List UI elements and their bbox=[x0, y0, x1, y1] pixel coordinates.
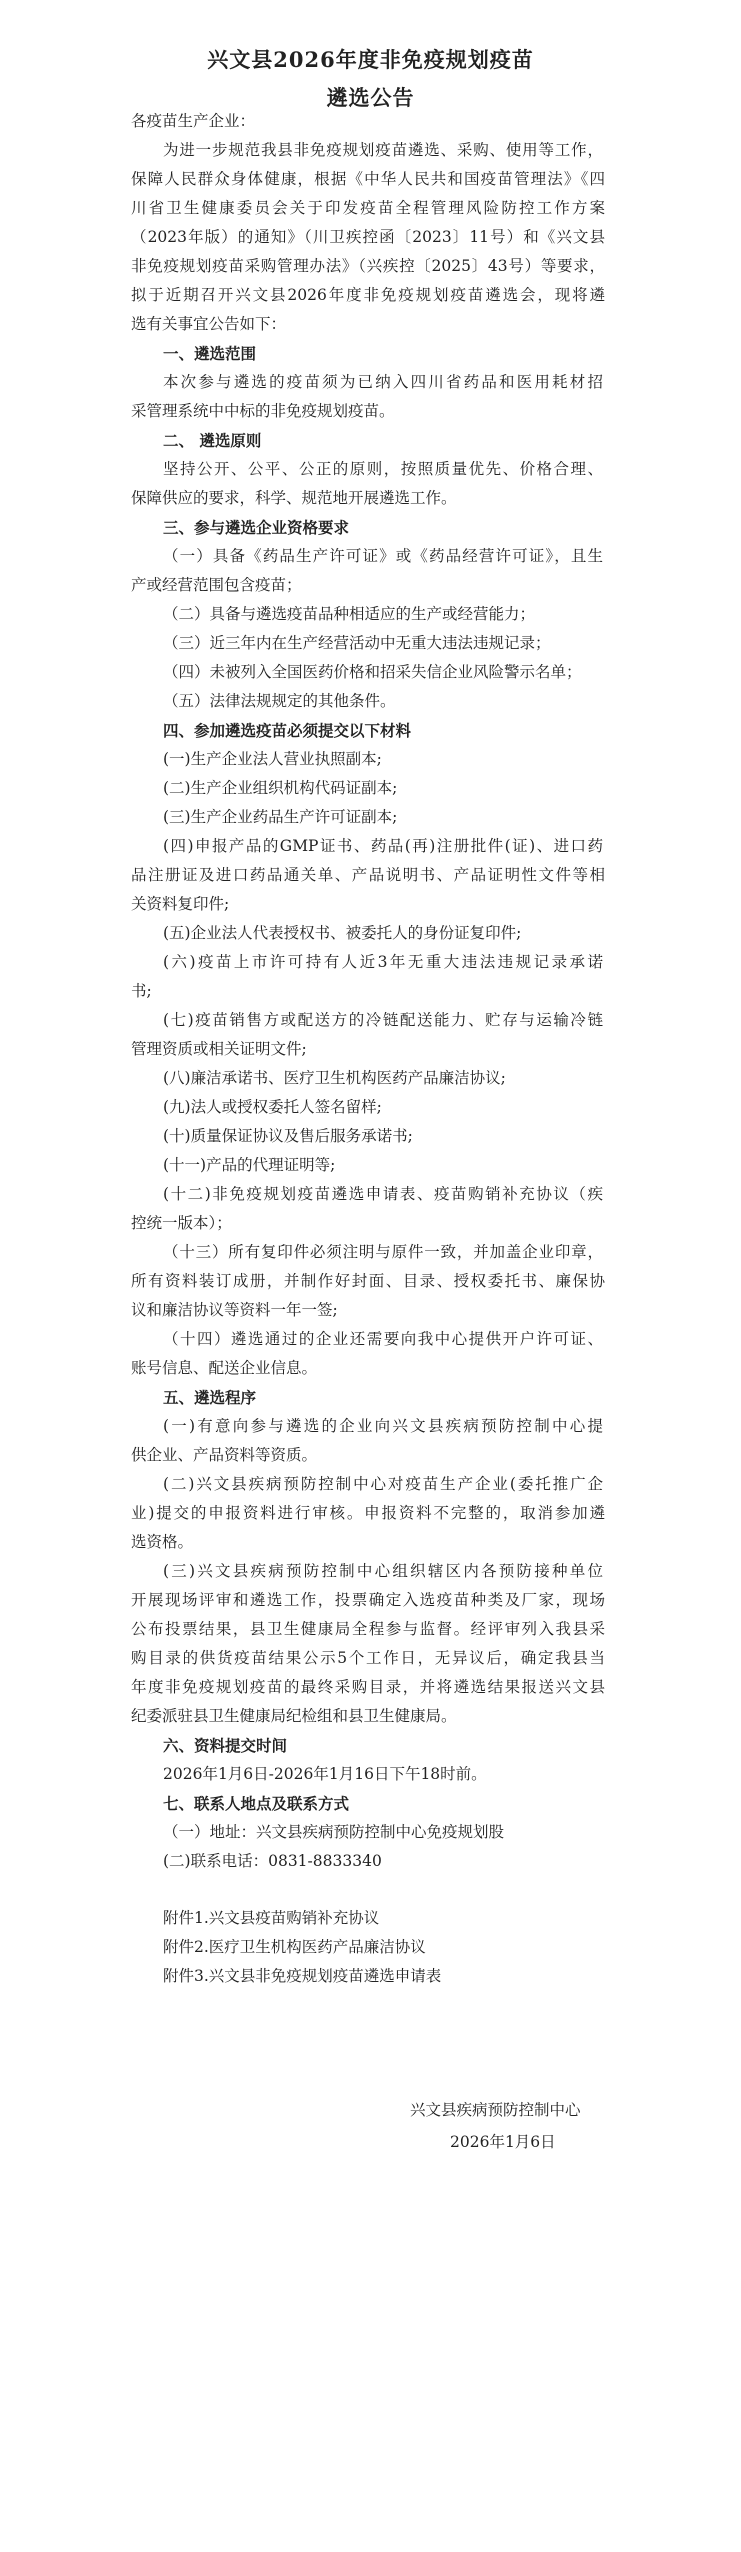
section-heading: 二、 遴选原则 bbox=[163, 431, 262, 450]
paragraph-line: （十四）遴选通过的企业还需要向我中心提供开户许可证、 bbox=[163, 1330, 603, 1348]
paragraph-line: （十三）所有复印件必须注明与原件一致，并加盖企业印章， bbox=[163, 1243, 603, 1261]
attachment-item: 附件1.兴文县疫苗购销补充协议 bbox=[163, 1909, 380, 1927]
paragraph-line: (八)廉洁承诺书、医疗卫生机构医药产品廉洁协议; bbox=[163, 1069, 506, 1087]
section-heading: 四、参加遴选疫苗必须提交以下材料 bbox=[163, 721, 412, 740]
notice-subtitle: 遴选公告 bbox=[326, 85, 415, 110]
paragraph-line: 供企业、产品资料等资质。 bbox=[131, 1446, 318, 1464]
section-heading: 七、联系人地点及联系方式 bbox=[163, 1794, 350, 1813]
paragraph-line: 管理资质或相关证明文件; bbox=[131, 1040, 307, 1058]
paragraph-line: 为进一步规范我县非免疫规划疫苗遴选、采购、使用等工作， bbox=[163, 141, 603, 159]
contact-address: （一）地址：兴文县疾病预防控制中心免疫规划股 bbox=[163, 1823, 505, 1841]
paragraph-line: （五）法律法规规定的其他条件。 bbox=[163, 692, 396, 710]
paragraph-line: 公布投票结果，县卫生健康局全程参与监督。经评审列入我县采 bbox=[131, 1620, 605, 1638]
salutation: 各疫苗生产企业： bbox=[131, 112, 256, 130]
section-heading: 六、资料提交时间 bbox=[163, 1736, 288, 1755]
paragraph-line: 购目录的供货疫苗结果公示5个工作日，无异议后，确定我县当 bbox=[131, 1649, 605, 1667]
attachment-item: 附件3.兴文县非免疫规划疫苗遴选申请表 bbox=[163, 1967, 442, 1985]
paragraph-line: 产或经营范围包含疫苗； bbox=[131, 576, 302, 594]
paragraph-line: 保障人民群众身体健康，根据《中华人民共和国疫苗管理法》《四 bbox=[131, 170, 605, 188]
paragraph-line: (十二)非免疫规划疫苗遴选申请表、疫苗购销补充协议（疾 bbox=[163, 1185, 603, 1203]
paragraph-line: (二)生产企业组织机构代码证副本; bbox=[163, 779, 398, 797]
contact-phone: (二)联系电话：0831-8833340 bbox=[163, 1852, 382, 1870]
paragraph-line: (一)有意向参与遴选的企业向兴文县疾病预防控制中心提 bbox=[163, 1417, 603, 1435]
paragraph-line: 坚持公开、公平、公正的原则，按照质量优先、价格合理、 bbox=[163, 460, 603, 478]
paragraph-line: 品注册证及进口药品通关单、产品说明书、产品证明性文件等相 bbox=[131, 866, 605, 884]
paragraph-line: 2026年1月6日-2026年1月16日下午18时前。 bbox=[163, 1765, 487, 1783]
paragraph-line: (十)质量保证协议及售后服务承诺书; bbox=[163, 1127, 413, 1145]
paragraph-line: （二）具备与遴选疫苗品种相适应的生产或经营能力； bbox=[163, 605, 536, 623]
paragraph-line: 业)提交的申报资料进行审核。申报资料不完整的，取消参加遴 bbox=[131, 1504, 605, 1522]
paragraph-line: 关资料复印件; bbox=[131, 895, 230, 913]
paragraph-line: (六)疫苗上市许可持有人近3年无重大违法违规记录承诺 bbox=[163, 953, 603, 971]
paragraph-line: 年度非免疫规划疫苗的最终采购目录，并将遴选结果报送兴文县 bbox=[131, 1678, 605, 1696]
paragraph-line: （一）具备《药品生产许可证》或《药品经营许可证》，且生 bbox=[163, 547, 603, 565]
paragraph-line: 开展现场评审和遴选工作，投票确定入选疫苗种类及厂家，现场 bbox=[131, 1591, 605, 1609]
paragraph-line: (三)生产企业药品生产许可证副本; bbox=[163, 808, 398, 826]
paragraph-line: 账号信息、配送企业信息。 bbox=[131, 1359, 318, 1377]
paragraph-line: 书; bbox=[131, 982, 152, 1000]
paragraph-line: 本次参与遴选的疫苗须为已纳入四川省药品和医用耗材招 bbox=[163, 373, 603, 391]
paragraph-line: （三）近三年内在生产经营活动中无重大违法违规记录； bbox=[163, 634, 551, 652]
signature-date: 2026年1月6日 bbox=[450, 2133, 556, 2151]
paragraph-line: 纪委派驻县卫生健康局纪检组和县卫生健康局。 bbox=[131, 1707, 457, 1725]
paragraph-line: （2023年版）的通知》（川卫疾控函〔2023〕11号）和《兴文县 bbox=[131, 228, 605, 246]
paragraph-line: 议和廉洁协议等资料一年一签; bbox=[131, 1301, 338, 1319]
paragraph-line: 保障供应的要求，科学、规范地开展遴选工作。 bbox=[131, 489, 457, 507]
paragraph-line: 川省卫生健康委员会关于印发疫苗全程管理风险防控工作方案 bbox=[131, 199, 605, 217]
paragraph-line: 非免疫规划疫苗采购管理办法》（兴疾控〔2025〕43号）等要求， bbox=[131, 257, 605, 275]
attachment-item: 附件2.医疗卫生机构医药产品廉洁协议 bbox=[163, 1938, 426, 1956]
paragraph-line: 拟于近期召开兴文县2026年度非免疫规划疫苗遴选会，现将遴 bbox=[131, 286, 605, 304]
paragraph-line: 采管理系统中中标的非免疫规划疫苗。 bbox=[131, 402, 395, 420]
paragraph-line: (五)企业法人代表授权书、被委托人的身份证复印件; bbox=[163, 924, 522, 942]
paragraph-line: (十一)产品的代理证明等; bbox=[163, 1156, 336, 1174]
paragraph-line: (七)疫苗销售方或配送方的冷链配送能力、贮存与运输冷链 bbox=[163, 1011, 603, 1029]
section-heading: 一、遴选范围 bbox=[163, 344, 257, 363]
section-heading: 三、参与遴选企业资格要求 bbox=[163, 518, 350, 537]
paragraph-line: （四）未被列入全国医药价格和招采失信企业风险警示名单； bbox=[163, 663, 582, 681]
paragraph-line: (二)兴文县疾病预防控制中心对疫苗生产企业(委托推广企 bbox=[163, 1475, 603, 1493]
paragraph-line: (九)法人或授权委托人签名留样; bbox=[163, 1098, 382, 1116]
paragraph-line: (三)兴文县疾病预防控制中心组织辖区内各预防接种单位 bbox=[163, 1562, 603, 1580]
paragraph-line: (一)生产企业法人营业执照副本; bbox=[163, 750, 382, 768]
notice-title: 兴文县2026年度非免疫规划疫苗 bbox=[207, 47, 534, 72]
paragraph-line: 选资格。 bbox=[131, 1533, 194, 1551]
section-heading: 五、遴选程序 bbox=[163, 1388, 257, 1407]
signature-org: 兴文县疾病预防控制中心 bbox=[410, 2101, 581, 2119]
paragraph-line: 控统一版本）； bbox=[131, 1214, 232, 1232]
paragraph-line: (四)申报产品的GMP证书、药品(再)注册批件(证)、进口药 bbox=[163, 837, 603, 855]
paragraph-line: 选有关事宜公告如下： bbox=[131, 315, 287, 333]
paragraph-line: 所有资料装订成册，并制作好封面、目录、授权委托书、廉保协 bbox=[131, 1272, 605, 1290]
